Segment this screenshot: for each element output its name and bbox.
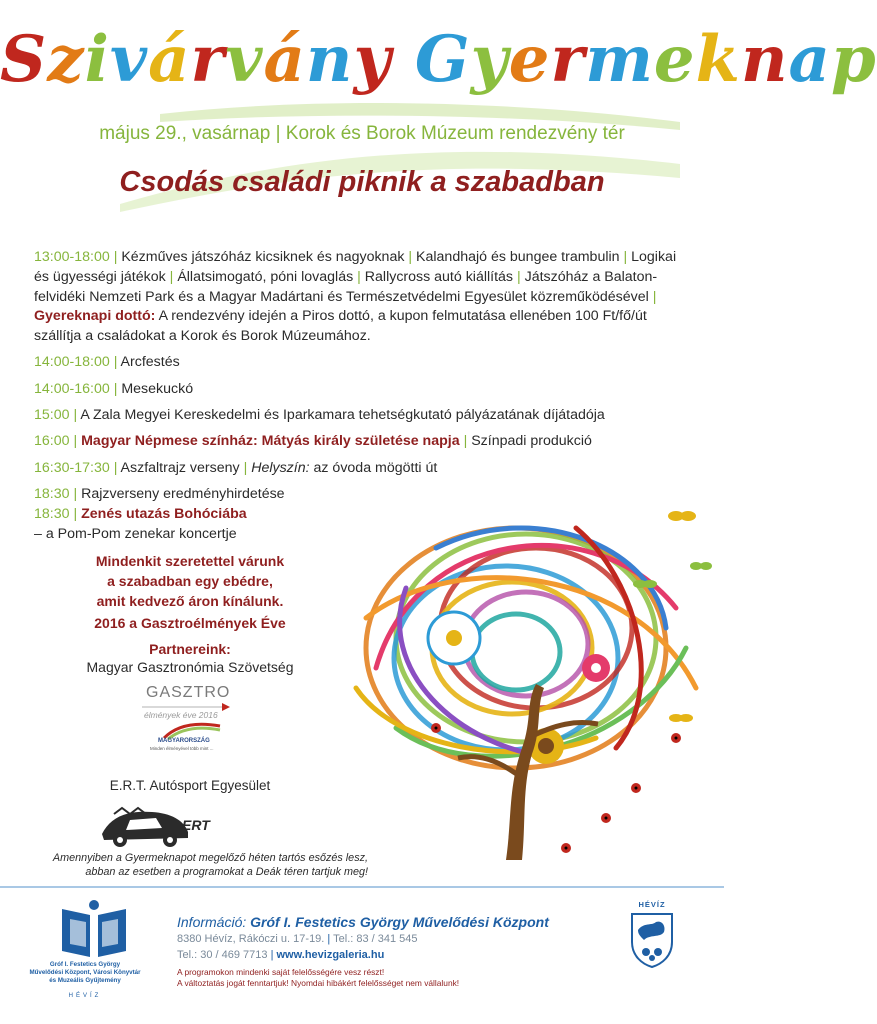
title-letter: e [508,22,551,97]
title-letter: G [414,22,471,97]
program-text: Rallycross autó kiállítás [364,268,514,285]
program-text: Színpadi produkció [471,433,592,450]
program-text: A rendezvény idején a Piros dottó, a kupon felmutatása ellenében 100 Ft/fő/út szállítja a családokat a Korok és Borok Múzeumához. [34,308,647,345]
heviz-crest [622,900,682,1000]
address: 8380 Hévíz, Rákóczi u. 17-19. [177,933,325,945]
notice-line: Amennyiben a Gyermeknapot megelőző héten tartós esőzés lesz, [52,852,368,864]
title-letter: r [550,22,586,97]
gastro-year-text: 2016 a Gasztroélmények Éve [94,615,286,631]
partner-name: Magyar Gasztronómia Szövetség [86,659,294,675]
contact-info: Információ: Gróf I. Festetics György Művelődési Központ 8380 Hévíz, Rákóczi u. 17-19. | Tel.: 83 / 341 545 Tel.: 30 / 469 7713 | www.hevizgaleria.hu A programokon mindenki saját felelősségére vesz részt! A változtatás jogát fenntartjuk! Nyomdai hibákért felelősséget nem vállalunk! [177,913,617,989]
info-organization: Gróf I. Festetics György Művelődési Központ [250,914,549,930]
program-highlight: Zenés utazás Bohóciába [81,506,247,522]
title-letter: z [47,22,85,97]
program-text: – a Pom-Pom zenekar koncertje [34,525,237,542]
crest-label: HÉVÍZ [638,900,666,909]
event-date-location: május 29., vasárnap | Korok és Borok Múzeum rendezvény tér [99,123,625,144]
title-letter: á [263,22,306,97]
program-entry: 15:00 | A Zala Megyei Kereskedelmi és Iparkamara tehetségkutató pályázatának díjátadója [34,407,605,424]
cultural-center-line: és Muzeális Gyűjtemény [49,977,121,984]
program-location-label: Helyszín: [251,459,310,476]
title-letter: n [305,22,354,97]
green-swoosh-decoration [120,94,680,224]
invitation-line: Mindenkit szeretettel várunk [95,553,285,569]
disclaimer-line: A változtatás jogát fenntartjuk! Nyomdai hibákért felelősséget nem vállalunk! [177,978,460,988]
cultural-center-name [10,961,160,985]
program-entry: 14:00-18:00 | Arcfestés [34,354,180,371]
ladybug-icon [601,813,611,823]
cultural-center-city: HÉVÍZ [68,993,102,999]
weather-notice [20,851,368,879]
program-text: Aszfaltrajz verseny [120,459,240,476]
program-text: Arcfestés [120,354,180,371]
ert-partner-name: E.R.T. Autósport Egyesület [109,778,271,793]
program-time: 14:00-16:00 [34,380,110,397]
hungary-logo-word: MAGYARORSZÁG [158,738,210,744]
program-time: 15:00 [34,407,70,424]
program-list [34,248,694,511]
program-highlight: Gyereknapi dottó: [34,308,156,325]
cultural-center-line: Művelődési Központ, Városi Könyvtár [29,969,141,976]
title-letter [392,18,415,102]
gasztro-logo-word: GASZTRO [146,684,231,701]
gasztro-logo-subtitle: élmények éve 2016 [144,710,218,720]
heviz-crest-icon [628,912,676,968]
program-entry: 16:30-17:30 | Aszfaltrajz verseny | Helyszín: az óvoda mögötti út [34,459,438,476]
title-letter: y [470,22,509,97]
poster-title [0,18,877,102]
hungary-logo-subtitle: Minden élményével több mint ... [150,746,214,751]
title-letter: i [84,22,110,97]
program-time: 14:00-18:00 [34,354,110,371]
title-letter: p [830,22,877,97]
program-highlight: Magyar Népmese színház: Mátyás király születése napja [81,433,460,450]
program-text: Rajzverseny eredményhirdetése [81,485,285,502]
program-text: Mesekuckó [121,380,194,397]
program-entry: 18:30 | Zenés utazás Bohóciába – a Pom-Pom zenekar koncertje [34,506,247,542]
rainbow-tree-illustration [336,488,724,868]
title-letter: á [148,22,191,97]
program-text: A Zala Megyei Kereskedelmi és Iparkamara tehetségkutató pályázatának díjátadója [80,407,605,424]
program-text: Állatsimogató, póni lovaglás [177,268,354,285]
title-letter: e [653,22,696,97]
program-entry: 14:00-16:00 | Mesekuckó [34,380,194,397]
ladybug-icon [631,783,641,793]
ert-logo-text: ERT [182,817,210,833]
program-text: Kézműves játszóház kicsiknek és nagyoknak [121,249,405,265]
butterfly-icon [669,714,693,722]
headline: Csodás családi piknik a szabadban [119,166,605,198]
hungary-brand-logo [144,722,240,768]
program-time: 13:00-18:00 [34,249,110,265]
program-time: 18:30 [34,485,70,502]
phone-2: Tel.: 30 / 469 7713 [177,949,268,961]
program-text: Logikai és ügyességi játékok [34,249,677,285]
butterfly-icon [668,511,696,521]
disclaimer-line: A programokon mindenki saját felelősségére vesz részt! [177,967,385,977]
program-text: az óvoda mögötti út [313,459,438,476]
invitation-line: amit kedvező áron kínálunk. [96,593,284,609]
program-entry: 18:30 | Rajzverseny eredményhirdetése [34,485,285,502]
title-letter: n [740,22,789,97]
program-entry: 13:00-18:00 | Kézműves játszóház kicsiknek és nagyoknak | Kalandhajó és bungee trambulin | Logikai és ügyességi játékok | Állatsimogató, póni lovaglás | Rallycross autó kiállítás | Játszóház a Balaton-felvidéki Nemzeti Park és a Magyar Madártani és Természetvédelmi Egyesület közreműködésével | Gyereknapi dottó: A rendezvény idején a Piros dottó, a kupon felmutatása ellenében 100 Ft/fő/út szállítja a családokat a Korok és Borok Múzeumához. [34,249,677,345]
website-link[interactable]: www.hevizgaleria.hu [276,949,385,961]
program-entry: 16:00 | Magyar Népmese színház: Mátyás király születése napja | Színpadi produkció [34,433,592,450]
phone-1: Tel.: 83 / 341 545 [333,933,418,945]
info-label: Információ: [177,914,247,930]
flower-icon [428,612,480,664]
race-car-icon [96,800,210,852]
footer-divider [0,886,724,888]
ladybug-icon [561,843,571,853]
program-time: 16:00 [34,433,70,450]
program-text: Játszóház a Balaton-felvidéki Nemzeti Park és a Magyar Madártani és Természetvédelmi Egyesület közreműködésével [34,268,658,305]
invitation-text [20,551,360,611]
program-time: 16:30-17:30 [34,459,110,476]
ladybug-icon [671,733,681,743]
open-book-logo-icon [58,897,130,959]
gasztro-arrow-icon [138,700,238,714]
ladybug-icon [431,723,441,733]
program-text: Kalandhajó és bungee trambulin [416,249,620,265]
title-letter: v [109,22,149,97]
invitation-line: a szabadban egy ebédre, [107,573,273,589]
title-letter: a [788,22,831,97]
title-letter: k [695,22,741,97]
title-letter: r [190,22,226,97]
partners-heading: Partnereink: [149,641,231,657]
title-letter: y [353,22,392,97]
notice-line: abban az esetben a programokat a Deák téren tartjuk meg! [85,866,368,878]
program-time: 18:30 [34,506,70,522]
cultural-center-line: Gróf I. Festetics György [49,961,121,968]
title-letter: v [225,22,264,97]
flower-icon [582,654,610,682]
title-letter: S [0,22,48,97]
title-letter: m [585,22,654,97]
butterfly-icon [690,562,712,570]
